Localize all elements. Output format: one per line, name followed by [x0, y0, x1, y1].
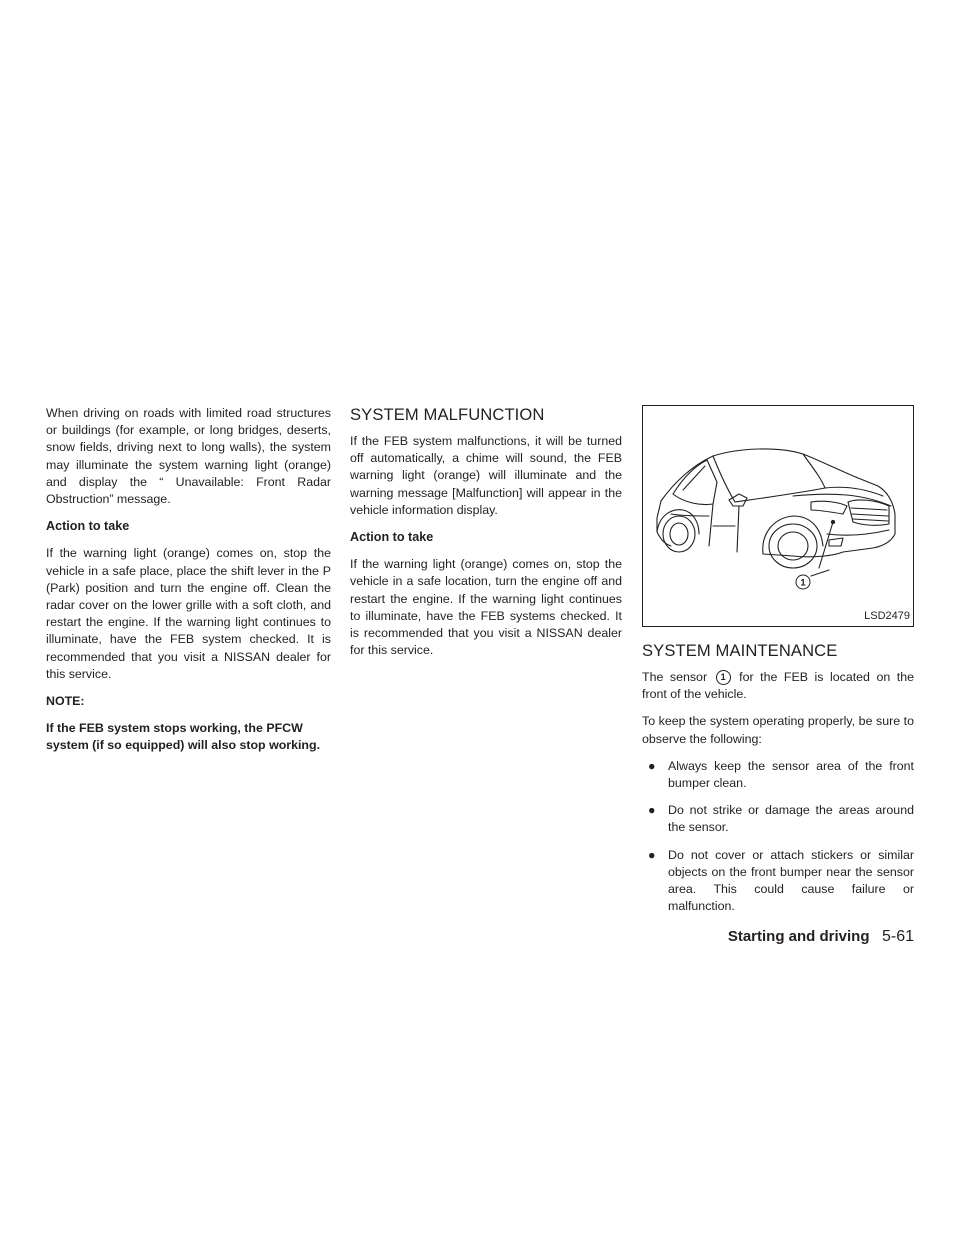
maintenance-list: [642, 758, 914, 916]
action-heading: Action to take: [350, 530, 434, 545]
keep-paragraph: To keep the system operating properly, be sure to observe the following:: [642, 714, 914, 746]
sensor-paragraph: [642, 669, 914, 703]
action-paragraph: If the warning light (orange) comes on, stop the vehicle in a safe place, place the shift lever in the P (Park) position and turn the engine off. Clean the radar cover on the lower grille with a soft cloth, and restart the engine. If the warning light continues to illuminate, have the FEB system checked. It is recommended that you visit a NISSAN dealer for this service.: [46, 546, 331, 681]
bullet-icon: ●: [648, 847, 656, 862]
sensor-text-before: The sensor: [642, 670, 708, 684]
page-footer: [728, 928, 914, 946]
malfunction-paragraph: If the FEB system malfunctions, it will be turned off automatically, a chime will sound, the FEB warning light (orange) will illuminate and the warning message [Malfunction] will appear in the vehicle information display.: [350, 434, 622, 517]
intro-paragraph: When driving on roads with limited road structures or buildings (for example, or long bridges, deserts, snow fields, driving next to long walls), the system may illuminate the system warning light (orange) and display the “ Unavailable: Front Radar Obstruction” message.: [46, 406, 331, 507]
bullet-icon: ●: [648, 758, 656, 773]
column-right: [642, 405, 914, 925]
footer-section-title: Starting and driving: [727, 928, 870, 945]
list-item: ● Do not strike or damage the areas around the sensor.: [648, 803, 914, 835]
figure-code: LSD2479: [864, 609, 910, 622]
vehicle-figure: [642, 405, 914, 627]
car-illustration: [643, 406, 913, 626]
action-heading: Action to take: [46, 519, 130, 534]
column-left: [46, 405, 331, 765]
list-item: ● Always keep the sensor area of the front bumper clean.: [648, 758, 914, 791]
list-item: ● Do not cover or attach stickers or similar objects on the front bumper near the sensor area. This could cause failure or malfunction.: [648, 847, 914, 914]
sensor-text-after: for the FEB is located on the front of the vehicle.: [642, 670, 914, 702]
page-number: 5-61: [881, 928, 914, 945]
bullet-icon: ●: [648, 803, 656, 818]
column-middle: [350, 405, 622, 669]
section-heading-maintenance: SYSTEM MAINTENANCE: [642, 641, 838, 660]
action-paragraph: If the warning light (orange) comes on, stop the vehicle in a safe location, turn the engine off and restart the engine. If the warning light continues to illuminate, have the FEB systems checked. It is recommended that you visit a NISSAN dealer for this service.: [350, 557, 622, 658]
note-label: NOTE:: [46, 694, 85, 709]
note-text: If the FEB system stops working, the PFCW system (if so equipped) will also stop working.: [46, 721, 321, 753]
section-heading-malfunction: SYSTEM MALFUNCTION: [350, 405, 545, 424]
figure-callout-label: 1: [800, 577, 806, 589]
callout-number: 1: [716, 670, 731, 685]
